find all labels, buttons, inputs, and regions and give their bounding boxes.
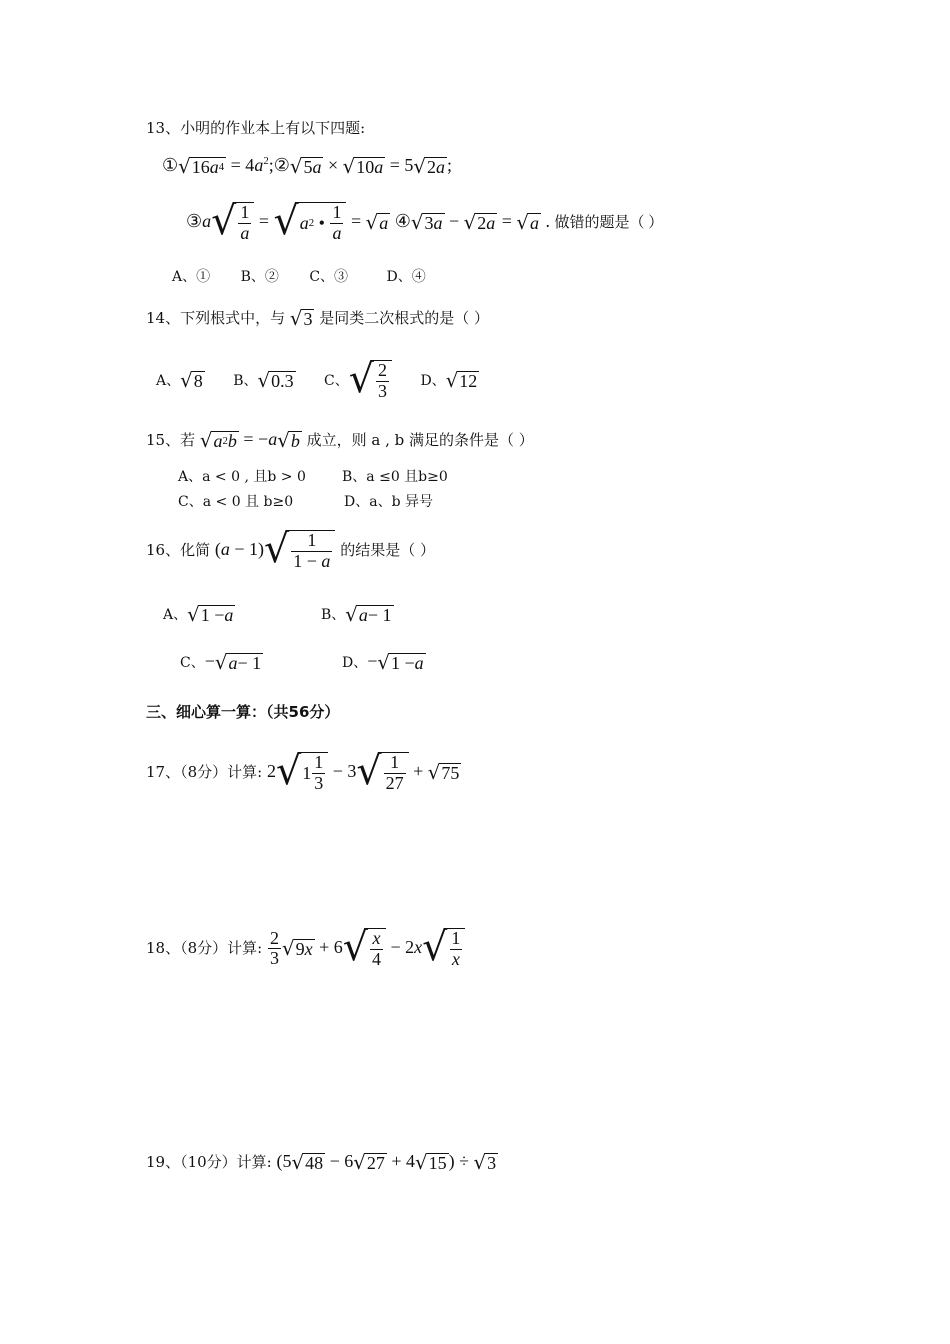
q15-option-a: A、a < 0 , 且b > 0: [178, 469, 306, 485]
q18-label: 18、（8分）计算:: [146, 938, 263, 957]
q16-option-b: B、 √ a − 1: [321, 602, 392, 626]
q13-option-d: D、④: [386, 269, 426, 285]
q13-options: [172, 270, 426, 284]
q15-pre: 15、若: [146, 431, 196, 449]
q17: 17、（8分）计算: 2 √ 1 $\frac{1}{3}$ − 3 √ $\frac{1}{27}$ + √ 75: [146, 748, 460, 794]
q16-stem: 16、化简 (a − 1) √ $\frac{1}{1 - a}$ 的结果是（ ）: [146, 526, 435, 572]
q14-option-b: B、 √ 0.3: [233, 368, 294, 392]
q14-options: [156, 356, 479, 402]
q13-option-b: B、②: [240, 269, 279, 285]
q16-post: 的结果是（ ）: [340, 540, 435, 559]
q15-stem: 15、若 √ a 2 b = −a √ b 成立，则 a , b 满足的条件是（ ）: [146, 428, 534, 452]
q15-option-b: B、a ≤0 且b≥0: [342, 469, 448, 485]
q13-stem: 13、小明的作业本上有以下四题:: [146, 119, 366, 137]
q13-sep1: ;: [268, 155, 274, 175]
q13-sep2: ;: [447, 155, 453, 175]
q14-option-c: C、 √ $\frac{2}{3}$: [324, 373, 392, 389]
q13-option-a: A、①: [172, 269, 211, 285]
q19-label: 19、（10分）计算:: [146, 1153, 272, 1171]
q14-post: 是同类二次根式的是（ ）: [319, 309, 490, 327]
q16-pre: 16、化简: [146, 540, 211, 559]
q13-item4-marker: ④: [394, 210, 411, 231]
q17-label: 17、（8分）计算:: [146, 762, 263, 781]
q16-option-a: A、 √ 1 − a: [163, 602, 234, 626]
q13-tail: 做错的题是（ ）: [554, 214, 664, 231]
q18: 18、（8分）计算: $\frac{2}{3}$ √ 9 x + 6 √ $\frac{x}{4}$ − 2x √ $\frac{1}{x}$: [146, 928, 465, 970]
q16-option-d: D、− √ 1 − a: [342, 650, 424, 674]
q16-option-c: C、− √ a − 1: [180, 650, 262, 674]
q13-item3-marker: ③: [186, 210, 203, 231]
q13-item1-marker: ①: [162, 155, 179, 175]
q14-option-d: D、 √ 12: [420, 368, 478, 392]
q15-option-c: C、a < 0 且 b≥0: [178, 494, 294, 510]
q14-stem: 14、下列根式中，与 √ 3 是同类二次根式的是（ ）: [146, 306, 490, 330]
q15-option-d: D、a、b 异号: [344, 494, 433, 510]
q14-pre: 14、下列根式中，与: [146, 309, 286, 327]
q14-option-a: A、 √ 8: [156, 368, 203, 392]
q13-row2: ③a √ $\frac{1}{a}$ = √ a 2 • $\frac{1}{a}$ = √ a ④ √ 3 a − √ 2 a = √ a . 做错的题是（ ）: [186, 198, 664, 244]
q13-row1: ① √ 16 a 4 = $4a^2;②$ √ 5 a × √ 10 a = 5 √ 2 a ;: [162, 154, 453, 178]
q13-item2-marker: ②: [273, 155, 290, 175]
q19: 19、（10分）计算: (5 √ 48 − 6 √ 27 + 4 √ 15 ) ÷ √ 3: [146, 1150, 497, 1174]
q15-post: 成立，则 a , b 满足的条件是（ ）: [306, 431, 534, 449]
q13-option-c: C、③: [309, 269, 349, 285]
section3-heading: 三、细心算一算：（共56分）: [146, 703, 340, 721]
